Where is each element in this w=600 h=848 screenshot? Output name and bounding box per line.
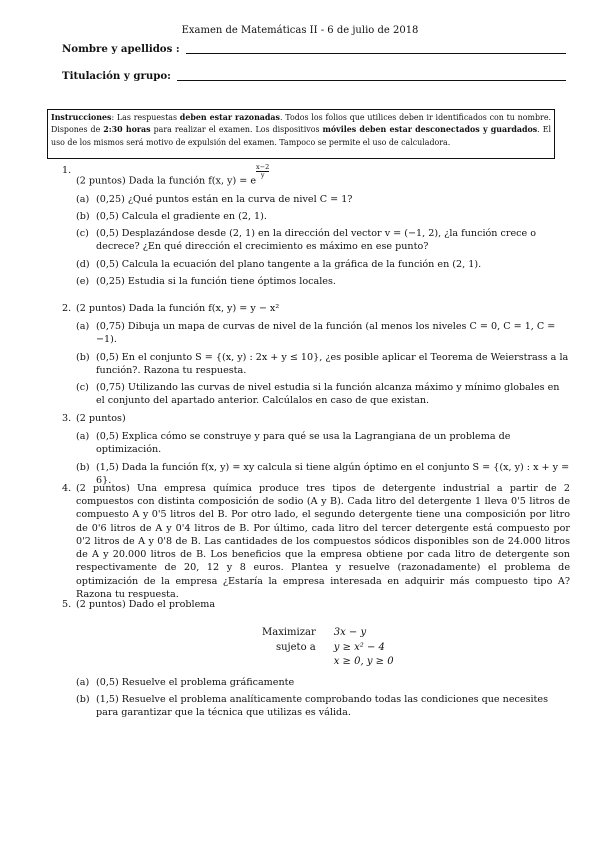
question-2 [62, 302, 570, 412]
instructions-bold-2: 2:30 horas [103, 125, 151, 135]
list-item: (a) (0,5) Resuelve el problema gráficamente [76, 677, 295, 688]
degree-line [177, 79, 566, 81]
name-field [62, 42, 566, 56]
list-item: (b) (0,5) Calcula el gradiente en (2, 1). [76, 210, 267, 222]
question-intro: (2 puntos) Dada la función f(x, y) = y − x² [76, 303, 280, 314]
objective-function: 3x − y [333, 627, 367, 638]
question-items [76, 320, 570, 407]
constraint-1: y ≥ x² − 4 [333, 641, 385, 653]
instructions-label: Instrucciones [51, 113, 112, 122]
degree-label: Titulación y grupo: [62, 70, 171, 82]
instructions-bold-3: móviles deben estar desconectados y guardados [322, 125, 538, 135]
constraint-2: x ≥ 0, y ≥ 0 [333, 656, 394, 667]
subject-to-label: sujeto a [275, 641, 316, 653]
question-number: 3. [62, 413, 72, 424]
name-label: Nombre y apellidos : [62, 43, 180, 55]
maximize-label: Maximizar [262, 627, 316, 638]
list-item: (b) (0,5) En el conjunto S = {(x, y) : 2x + y ≤ 10}, ¿es posible aplicar el Teorema de Weierstrass a la función?. Razona tu respuesta. [76, 351, 569, 376]
list-item: (c) (0,75) Utilizando las curvas de nivel estudia si la función alcanza máximo y mínimo globales en el conjunto del apartado anterior. Calcúlalos en caso de que existan. [76, 382, 560, 407]
list-item: (a) (0,25) ¿Qué puntos están en la curva de nivel C = 1? [76, 193, 353, 205]
question-5 [62, 598, 570, 611]
optimization-problem [258, 626, 398, 670]
question-5-items [62, 676, 570, 724]
instructions-text-2: . Todos los folios que utilices deben ir identificados con tu nombre. Dispones de [51, 113, 552, 135]
name-line [186, 52, 566, 54]
instructions-text-4: . El uso de los mismos será motivo de expulsión del examen. Tampoco se permite el uso de calculadora. [51, 125, 551, 147]
question-items [76, 430, 570, 487]
question-number: 1. [62, 165, 72, 176]
list-item: (c) (0,5) Desplazándose desde (2, 1) en la dirección del vector v = (−1, 2), ¿la función crece o decrece? ¿En qué dirección el crecimiento es máximo en ese punto? [76, 228, 537, 253]
exam-title: Examen de Matemáticas II - 6 de julio de 2018 [181, 25, 419, 36]
question-4 [62, 482, 570, 601]
list-item: (e) (0,25) Estudia si la función tiene óptimos locales. [76, 275, 336, 287]
list-item: (a) (0,5) Explica cómo se construye y para qué se usa la Lagrangiana de un problema de optimización. [76, 431, 511, 456]
question-number: 2. [62, 303, 72, 314]
question-number: 4. [62, 483, 72, 494]
question-intro: (2 puntos) Dado el problema [76, 599, 216, 610]
list-item: (b) (1,5) Dada la función f(x, y) = xy calcula si tiene algún óptimo en el conjunto S = {(x, y) : x + y = 6}. [76, 461, 570, 486]
instructions-text-3: para realizar el examen. Los dispositivos [150, 125, 323, 135]
list-item: (b) (1,5) Resuelve el problema analíticamente comprobando todas las condiciones que necesites para garantizar que la técnica que utilizas es válida. [76, 694, 549, 719]
question-3 [62, 412, 570, 491]
question-items [76, 676, 570, 720]
exponent-numerator: x−2 [256, 163, 270, 171]
list-item: (a) (0,75) Dibuja un mapa de curvas de nivel de la función (al menos los niveles C = 0, C = 1, C = −1). [76, 321, 556, 346]
question-intro: (2 puntos) Una empresa química produce tres tipos de detergente industrial a partir de 2 compuestos con distinta composición de sodio (A y B). Cada litro del detergente 1 lleva 0'5 litros de compuesto A y 0'5 litros del B. Por otro lado, el segundo detergente tiene una composición por litro de 0'6 litros de A y 0'4 litros de B. Por último, cada litro del tercer detergente está compuesto por 0'2 litros de A y 0'8 de B. Las cantidades de los compuestos sódicos disponibles son de 24.000 litros de A y 20.000 litros de B. Los beneficios que la empresa obtiene por cada litro de detergente son respectivamente de 20, 12 y 8 euros. Plantea y resuelve (razonadamente) el problema de optimización de la empresa ¿Estaría la empresa interesada en adquirir más compuesto tipo A? Razona tu respuesta. [76, 483, 570, 600]
instructions-bold-1: deben estar razonadas [179, 113, 280, 122]
question-number: 5. [62, 599, 72, 610]
question-intro: (2 puntos) Dada la función f(x, y) = e $^{\frac{x-2}{y}}$ [76, 163, 270, 187]
instructions-text-1: : Las respuestas [111, 113, 180, 122]
degree-field [62, 69, 566, 83]
list-item: (d) (0,5) Calcula la ecuación del plano tangente a la gráfica de la función en (2, 1). [76, 258, 482, 270]
question-items [76, 193, 570, 288]
question-intro: (2 puntos) [76, 413, 126, 424]
exponent-denominator: y [260, 170, 265, 179]
question-1 [62, 164, 570, 292]
instructions-box [47, 109, 555, 159]
